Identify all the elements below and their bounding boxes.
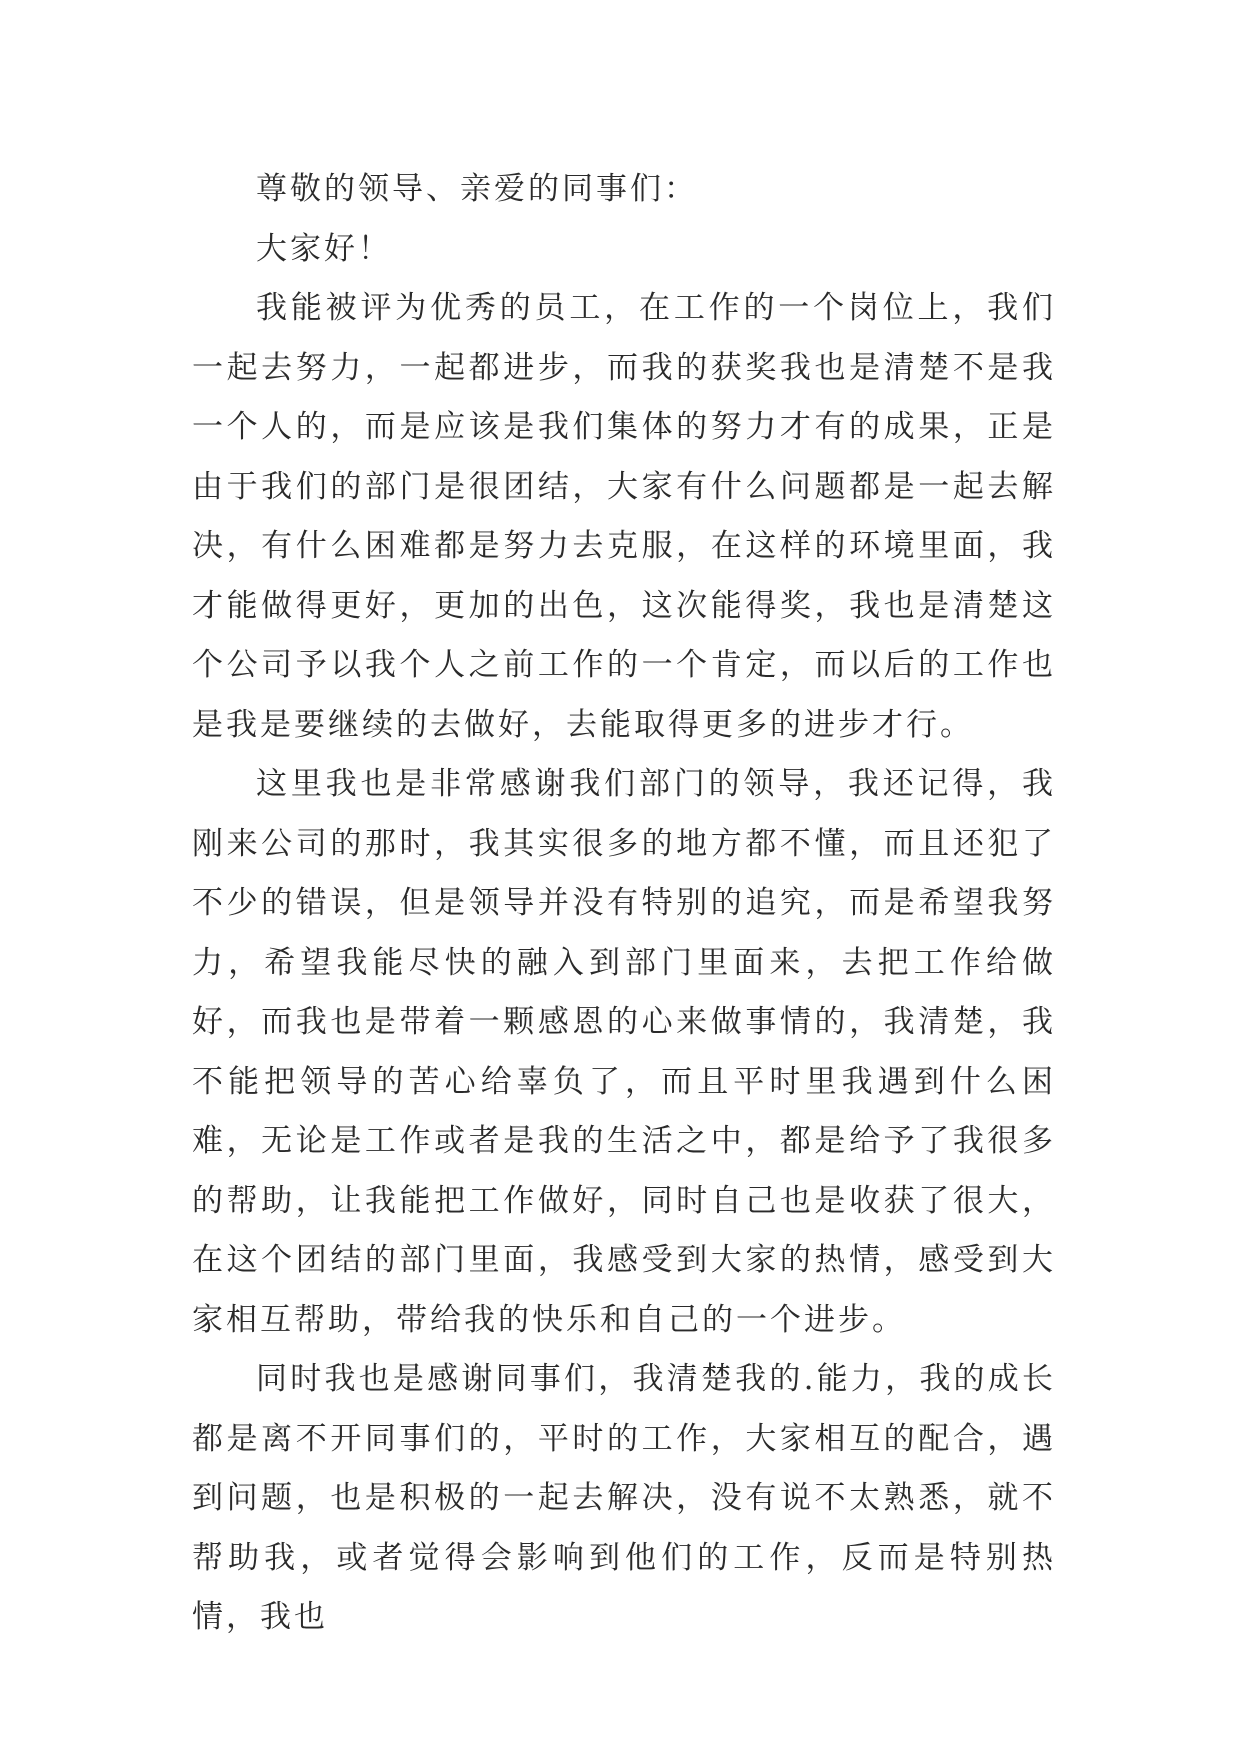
paragraph-colleagues-thanks: 同时我也是感谢同事们，我清楚我的.能力，我的成长都是离不开同事们的，平时的工作，大家相互的配合，遇到问题，也是积极的一起去解决，没有说不太熟悉，就不帮助我，或者觉得会影响到他们的工作，反而是特别热情，我也 [192, 1361, 1056, 1635]
greeting-line: 尊敬的领导、亲爱的同事们： [256, 171, 698, 207]
paragraph-leaders-thanks: 这里我也是非常感谢我们部门的领导，我还记得，我刚来公司的那时，我其实很多的地方都不懂，而且还犯了不少的错误，但是领导并没有特别的追究，而是希望我努力，希望我能尽快的融入到部门里面来，去把工作给做好，而我也是带着一颗感恩的心来做事情的，我清楚，我不能把领导的苦心给辜负了，而且平时里我遇到什么困难，无论是工作或者是我的生活之中，都是给予了我很多的帮助，让我能把工作做好，同时自己也是收获了很大，在这个团结的部门里面，我感受到大家的热情，感受到大家相互帮助，带给我的快乐和自己的一个进步。 [192, 766, 1056, 1338]
paragraph-awards: 我能被评为优秀的员工，在工作的一个岗位上，我们一起去努力，一起都进步，而我的获奖我也是清楚不是我一个人的，而是应该是我们集体的努力才有的成果，正是由于我们的部门是很团结，大家有什么问题都是一起去解决，有什么困难都是努力去克服，在这样的环境里面，我才能做得更好，更加的出色，这次能得奖，我也是清楚这个公司予以我个人之前工作的一个肯定，而以后的工作也是我是要继续的去做好，去能取得更多的进步才行。 [192, 290, 1056, 743]
salutation-line: 大家好！ [256, 230, 392, 267]
letter-body [192, 160, 1056, 1648]
